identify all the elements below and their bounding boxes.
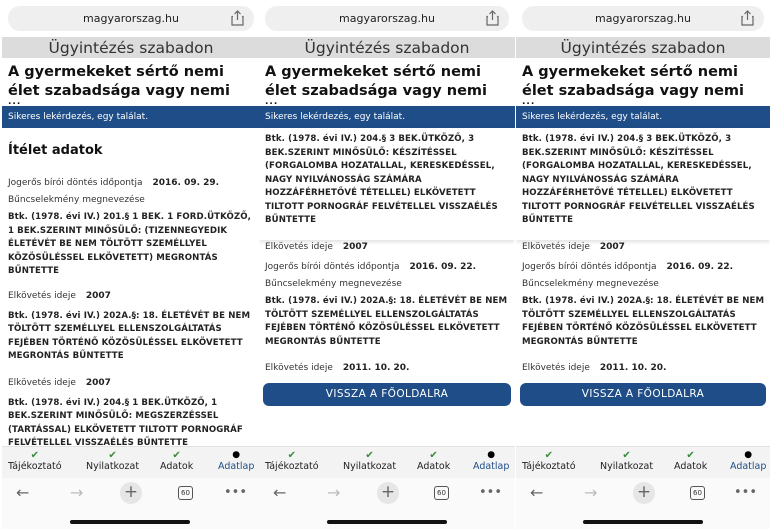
decision-block xyxy=(259,254,515,374)
app-header: Ügyintézés szabadon xyxy=(2,37,260,58)
tab-label: Tájékoztató xyxy=(8,461,62,472)
commit-date-row xyxy=(2,283,260,302)
decision-date-row xyxy=(2,170,260,189)
browser-toolbar xyxy=(2,478,260,529)
commit-date-value: 2007 xyxy=(599,241,625,252)
commit-date-label: Elkövetés ideje xyxy=(8,290,76,301)
title-ellipsis: ... xyxy=(265,99,279,105)
new-tab-plus-icon[interactable]: + xyxy=(120,482,142,504)
browser-toolbar xyxy=(516,478,770,529)
share-icon[interactable] xyxy=(231,10,244,26)
browser-toolbar xyxy=(259,478,515,529)
check-icon: ✔ xyxy=(686,450,695,461)
check-icon: ✔ xyxy=(365,450,374,461)
back-to-home-button[interactable]: VISSZA A FŐOLDALRA xyxy=(520,383,766,406)
page-title: A gyermekeket sértő nemi élet szabadsága vagy nemi xyxy=(8,64,230,99)
commit-date-value: 2011. 10. 20. xyxy=(599,363,667,373)
tab-label: Adatok xyxy=(160,461,194,472)
decision-block xyxy=(516,254,770,374)
step-tabbar xyxy=(516,446,770,478)
forward-arrow-icon[interactable]: → xyxy=(584,483,598,502)
tab-label: Adatlap xyxy=(473,461,510,472)
tab-label: Adatlap xyxy=(730,461,767,472)
tab-nyilatkozat[interactable] xyxy=(343,450,396,472)
tab-label: Nyilatkozat xyxy=(600,461,654,472)
home-indicator xyxy=(70,520,190,524)
crime-text: Btk. (1978. évi IV.) 202A.§: 18. ÉLETÉVÉT BE NEM TÖLTÖTT SZEMÉLLYEL ELLENSZOLGÁLTATÁS FEJÉBEN TÖRTÉNŐ KÖZÖSÜLÉSSEL ELKÖVETETT MEGRONTÁS BŰNTETTE xyxy=(8,310,251,361)
back-arrow-icon[interactable]: ← xyxy=(273,483,287,502)
home-indicator xyxy=(327,520,447,524)
app-header: Ügyintézés szabadon xyxy=(516,37,770,58)
commit-date-row xyxy=(259,355,515,374)
success-banner: Sikeres lekérdezés, egy találat. xyxy=(259,106,515,128)
screenshot-panel-3 xyxy=(516,0,770,529)
tab-adatok[interactable] xyxy=(674,450,707,472)
commit-date-value: 2011. 10. 20. xyxy=(342,363,410,373)
url-text: magyarorszag.hu xyxy=(339,12,435,25)
commit-date-value: 2007 xyxy=(85,377,111,388)
crime-name-label: Bűncselekmény megnevezése xyxy=(8,195,145,205)
commit-date-row xyxy=(516,355,770,374)
share-icon[interactable] xyxy=(741,10,754,26)
crime-card xyxy=(259,128,515,252)
step-tabbar xyxy=(259,446,515,478)
decision-date-label: Jogerős bírói döntés időpontja xyxy=(522,262,657,272)
current-step-dot-icon: ● xyxy=(232,450,241,460)
crime-card xyxy=(516,128,770,252)
forward-arrow-icon[interactable]: → xyxy=(70,483,84,502)
success-banner: Sikeres lekérdezés, egy találat. xyxy=(516,106,770,128)
tab-tajekoztato[interactable] xyxy=(265,450,319,472)
tab-tajekoztato[interactable] xyxy=(8,450,62,472)
current-step-dot-icon: ● xyxy=(744,450,753,460)
tab-nyilatkozat[interactable] xyxy=(86,450,139,472)
step-tabbar xyxy=(2,446,260,478)
back-arrow-icon[interactable]: ← xyxy=(16,483,30,502)
tab-nyilatkozat[interactable] xyxy=(600,450,653,472)
crime-text: Btk. (1978. évi IV.) 204.§ 3 BEK.ÜTKÖZŐ, 3 BEK.SZERINT MINŐSÜLŐ: KÉSZÍTÉSSEL (FORGALOMBA HOZATALLAL, KERESKEDÉSSEL, NAGY NYILVÁNOSSÁG SZÁMÁRA HOZZÁFÉRHETŐVÉ TÉTELLEL) ELKÖVETETT TILTOTT PORNOGRÁF FELVÉTELLEL VISSZAÉLÉS BŰNTETTE xyxy=(265,134,498,225)
tabs-icon[interactable]: 60 xyxy=(178,486,193,500)
commit-date-row xyxy=(516,234,770,253)
commit-date-value: 2007 xyxy=(342,241,368,252)
tab-adatok[interactable] xyxy=(417,450,450,472)
commit-date-label: Elkövetés ideje xyxy=(522,241,590,252)
tab-label: Tájékoztató xyxy=(265,461,319,472)
tab-label: Nyilatkozat xyxy=(343,461,397,472)
check-icon: ✔ xyxy=(429,450,438,461)
decision-date-value: 2016. 09. 22. xyxy=(666,262,734,272)
tab-label: Adatok xyxy=(417,461,451,472)
crime-name-label: Bűncselekmény megnevezése xyxy=(522,279,659,289)
tab-label: Adatlap xyxy=(218,461,255,472)
tab-adatlap[interactable] xyxy=(218,450,254,472)
check-icon: ✔ xyxy=(622,450,631,461)
crime-text: Btk. (1978. évi IV.) 202A.§: 18. ÉLETÉVÉT BE NEM TÖLTÖTT SZEMÉLLYEL ELLENSZOLGÁLTATÁS FEJÉBEN TÖRTÉNŐ KÖZÖSÜLÉSSEL ELKÖVETETT MEGRONTÁS BŰNTETTE xyxy=(265,296,508,347)
crime-name-label: Bűncselekmény megnevezése xyxy=(265,279,402,289)
commit-date-label: Elkövetés ideje xyxy=(8,377,76,388)
home-indicator xyxy=(583,520,703,524)
crime-text: Btk. (1978. évi IV.) 204.§ 3 BEK.ÜTKÖZŐ, 3 BEK.SZERINT MINŐSÜLŐ: KÉSZÍTÉSSEL (FORGALOMBA HOZATALLAL, KERESKEDÉSSEL, NAGY NYILVÁNOSSÁG SZÁMÁRA HOZZÁFÉRHETŐVÉ TÉTELLEL) ELKÖVETETT TILTOTT PORNOGRÁF FELVÉTELLEL VISSZAÉLÉS BŰNTETTE xyxy=(522,134,755,225)
tab-adatok[interactable] xyxy=(160,450,193,472)
share-icon[interactable] xyxy=(486,10,499,26)
check-icon: ✔ xyxy=(30,450,39,461)
tabs-icon[interactable]: 60 xyxy=(690,486,705,500)
url-text: magyarorszag.hu xyxy=(83,12,179,25)
url-bar[interactable] xyxy=(522,6,764,31)
crime-text: Btk. (1978. évi IV.) 201.§ 1 BEK. 1 FORD.ÜTKÖZŐ, 1 BEK.SZERINT MINŐSÜLŐ: (TIZENNEGYEDIK ÉLETÉVÉT BE NEM TÖLTÖTT SZEMÉLLYEL KÖZÖSÜLÉSSEL ELKÖVETETT) MEGRONTÁS BŰNTETTE xyxy=(8,212,252,276)
more-icon[interactable]: ••• xyxy=(224,485,248,500)
more-icon[interactable]: ••• xyxy=(734,485,758,500)
crime-text: Btk. (1978. évi IV.) 202A.§: 18. ÉLETÉVÉT BE NEM TÖLTÖTT SZEMÉLLYEL ELLENSZOLGÁLTATÁS FEJÉBEN TÖRTÉNŐ KÖZÖSÜLÉSSEL ELKÖVETETT MEGRONTÁS BŰNTETTE xyxy=(522,296,765,347)
commit-date-label: Elkövetés ideje xyxy=(522,363,590,373)
decision-date-row xyxy=(259,254,515,273)
back-to-home-button[interactable]: VISSZA A FŐOLDALRA xyxy=(263,383,511,406)
page-content xyxy=(259,58,515,446)
check-icon: ✔ xyxy=(172,450,181,461)
tab-label: Nyilatkozat xyxy=(86,461,140,472)
new-tab-plus-icon[interactable]: + xyxy=(377,482,399,504)
decision-date-row xyxy=(516,254,770,273)
page-content xyxy=(2,58,260,446)
tab-label: Tájékoztató xyxy=(522,461,576,472)
page-title: A gyermekeket sértő nemi élet szabadsága vagy nemi xyxy=(265,64,487,99)
decision-date-label: Jogerős bírói döntés időpontja xyxy=(8,178,143,188)
decision-date-value: 2016. 09. 29. xyxy=(152,178,220,188)
tab-tajekoztato[interactable] xyxy=(522,450,576,472)
screenshot-panel-1 xyxy=(2,0,260,529)
page-content xyxy=(516,58,770,446)
url-text: magyarorszag.hu xyxy=(595,12,691,25)
current-step-dot-icon: ● xyxy=(487,450,496,460)
crime-text: Btk. (1978. évi IV.) 204.§ 1 BEK.ÜTKÖZŐ, 1 BEK.SZERINT MINŐSÜLŐ: MEGSZERZÉSSEL (TARTÁSSAL) ELKÖVETETT TILTOTT PORNOGRÁF FELVÉTELLEL VISSZAÉLÉS BŰNTETTE xyxy=(8,397,243,446)
tab-label: Adatok xyxy=(674,461,708,472)
decision-date-label: Jogerős bírói döntés időpontja xyxy=(265,262,400,272)
screenshot-panel-2 xyxy=(259,0,515,529)
check-icon: ✔ xyxy=(287,450,296,461)
page-title: A gyermekeket sértő nemi élet szabadsága vagy nemi xyxy=(522,64,744,99)
title-ellipsis: ... xyxy=(522,99,536,105)
check-icon: ✔ xyxy=(544,450,553,461)
commit-date-row xyxy=(259,234,515,253)
commit-date-row xyxy=(2,370,260,389)
url-bar[interactable] xyxy=(8,6,254,31)
check-icon: ✔ xyxy=(108,450,117,461)
forward-arrow-icon[interactable]: → xyxy=(327,483,341,502)
tabs-icon[interactable]: 60 xyxy=(434,486,449,500)
more-icon[interactable]: ••• xyxy=(479,485,503,500)
new-tab-plus-icon[interactable]: + xyxy=(633,482,655,504)
commit-date-label: Elkövetés ideje xyxy=(265,363,333,373)
url-bar[interactable] xyxy=(265,6,509,31)
commit-date-value: 2007 xyxy=(85,290,111,301)
title-ellipsis: ... xyxy=(8,99,22,105)
app-header: Ügyintézés szabadon xyxy=(259,37,515,58)
tab-adatlap[interactable] xyxy=(730,450,766,472)
back-arrow-icon[interactable]: ← xyxy=(530,483,544,502)
decision-date-value: 2016. 09. 22. xyxy=(409,262,477,272)
commit-date-label: Elkövetés ideje xyxy=(265,241,333,252)
section-title: Ítélet adatok xyxy=(8,143,103,158)
tab-adatlap[interactable] xyxy=(473,450,509,472)
success-banner: Sikeres lekérdezés, egy találat. xyxy=(2,106,260,128)
